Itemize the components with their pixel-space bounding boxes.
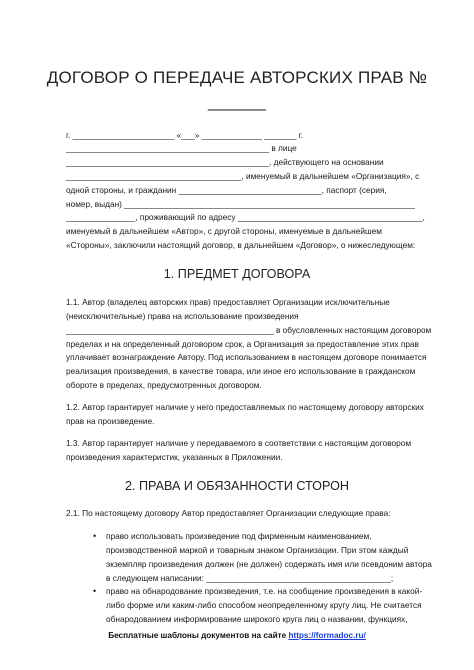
section-2-line: право использовать произведение под фирменным наименованием,: [106, 531, 372, 541]
section-1-line: 1.2. Автор гарантирует наличие у него предоставляемых по настоящему договору авторских: [66, 402, 424, 412]
section-2-line: 2.1. По настоящему договору Автор предоставляет Организации следующие права:: [66, 508, 391, 518]
section-1-line: 1.1. Автор (владелец авторских прав) предоставляет Организации исключительные: [66, 297, 390, 307]
title-line-1: ДОГОВОР О ПЕРЕДАЧЕ АВТОРСКИХ ПРАВ №: [46, 68, 428, 87]
section-1-line: (неисключительные) права на использование произведения: [66, 311, 299, 321]
title-line-2: ______: [208, 92, 266, 111]
section-2-line: право на обнародование произведения, т.е. на сообщение произведения в какой-: [106, 586, 423, 596]
section-2-line: либо форме или каким-либо способом неопределенному кругу лиц. Не считается: [106, 600, 422, 610]
footer-link[interactable]: https://formadoc.ru/: [288, 631, 366, 640]
document-title: [40, 66, 434, 114]
section-2-line: в следующем написании: ________________________________________;: [106, 573, 394, 583]
section-1-line: _____________________________________________ в обусловленных настоящим договором: [66, 325, 432, 335]
section-1-line: уплачивает вознаграждение Автору. Под использованием в настоящем договоре понимается: [66, 352, 427, 362]
section-2-heading: 2. ПРАВА И ОБЯЗАННОСТИ СТОРОН: [125, 479, 349, 493]
section-1-line: произведения характеристик, указанных в Приложении.: [66, 452, 283, 462]
section-2-line: производственной маркой и товарным знаком Организации. При этом каждый: [106, 545, 409, 555]
section-1-heading: 1. ПРЕДМЕТ ДОГОВОРА: [163, 267, 311, 281]
bullet-icon: •: [93, 531, 97, 541]
preamble-line: ______________________________________, именуемый в дальнейшем «Организация», с: [66, 171, 420, 181]
preamble-line: ____________________________________________ в лице: [66, 143, 297, 153]
preamble-line: _______________, проживающий по адресу ________________________________________,: [66, 212, 425, 222]
section-1-line: пределах и на определенный договором срок, а Организация за предоставление этих прав: [66, 339, 419, 349]
section-1-line: 1.3. Автор гарантирует наличие у передаваемого в соответствии с настоящим договором: [66, 438, 412, 448]
preamble-line: г. ______________________ «___» _____________ _______ г.: [66, 130, 304, 140]
section-2-line: экземпляр произведения должен (не должен) содержать имя или псевдоним автора: [106, 559, 432, 569]
section-2-line: обнародованием информирование широкого круга лиц о названии, функциях,: [106, 614, 408, 624]
preamble-line: именуемый в дальнейшем «Автор», с другой стороны, именуемые в дальнейшем: [66, 226, 382, 236]
section-1-line: реализация произведения, в качестве товара, или иное его использование в гражданском: [66, 366, 416, 376]
footer: [0, 630, 474, 641]
bullet-icon: •: [93, 586, 97, 596]
footer-text: Бесплатные шаблоны документов на сайте: [108, 631, 287, 640]
section-1-line: обороте в пределах, предусмотренных договором.: [66, 380, 262, 390]
preamble-line: ____________________________________________, действующего на основании: [66, 157, 384, 167]
preamble-line: номер, выдан) _______________________________________________________________: [66, 199, 415, 209]
section-1-line: прав на произведение.: [66, 416, 155, 426]
preamble-line: «Стороны», заключили настоящий договор, в дальнейшем «Договор», о нижеследующем:: [66, 240, 416, 250]
preamble-line: одной стороны, и гражданин _______________________________, паспорт (серия,: [66, 185, 387, 195]
